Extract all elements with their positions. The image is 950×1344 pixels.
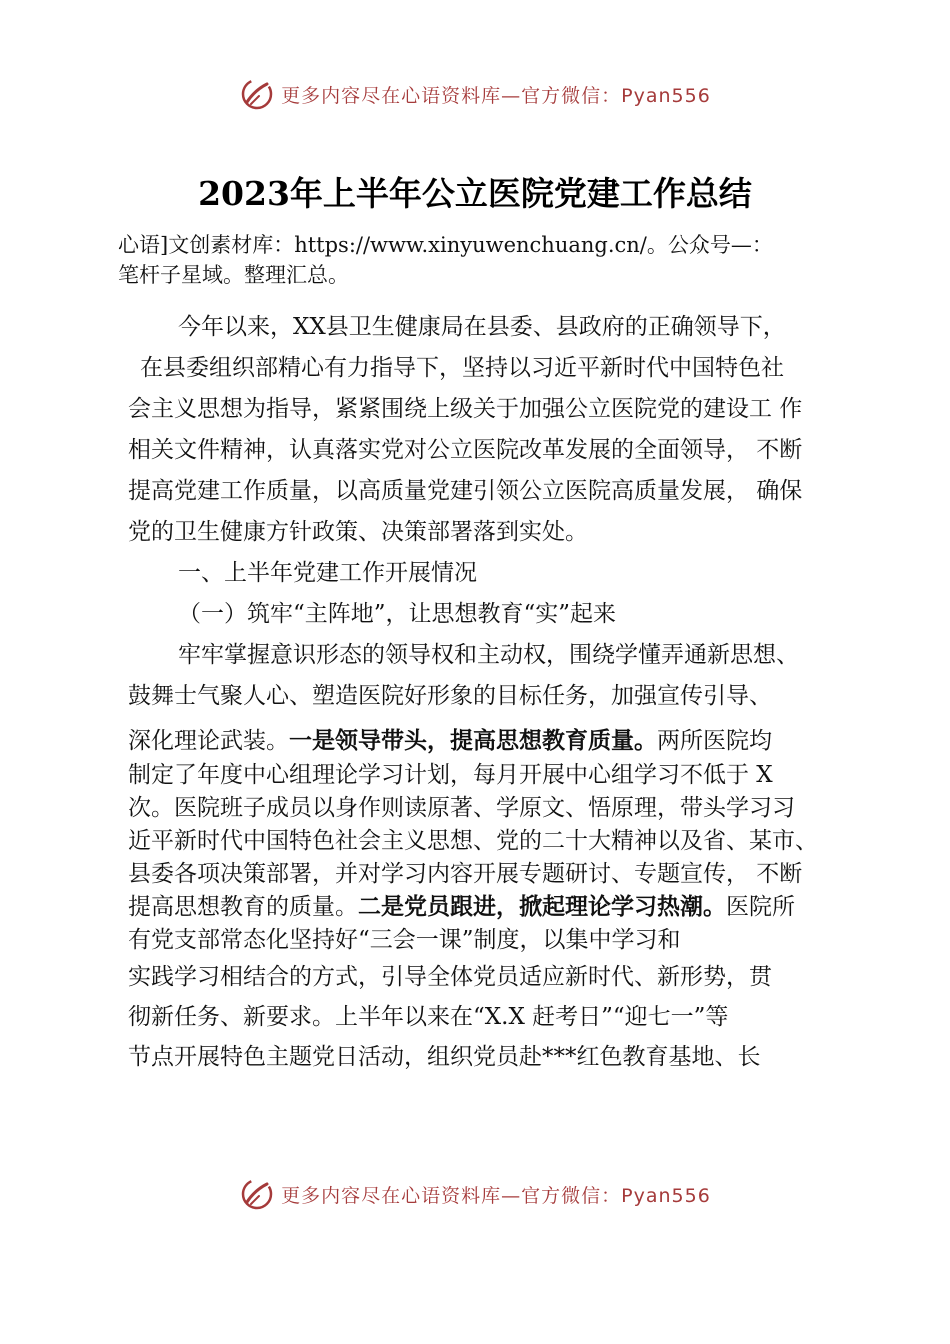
banner-text: 更多内容尽在心语资料库—官方微信：Pyan556 <box>281 1184 711 1207</box>
paragraph-2-line-8: 提高思想教育的质量。二是党员跟进，掀起理论学习热潮。医院所 <box>128 894 795 920</box>
paragraph-2-line-1: 牢牢掌握意识形态的领导权和主动权，围绕学懂弄通新思想、 <box>178 642 799 668</box>
page-title: 2023年上半年公立医院党建工作总结 <box>198 174 752 213</box>
footer-watermark-banner <box>0 1172 950 1216</box>
key-point-2: 二是党员跟进，掀起理论学习热潮。 <box>358 894 726 920</box>
brush-seal-icon <box>239 1176 275 1212</box>
paragraph-2-line-2: 鼓舞士气聚人心、塑造医院好形象的目标任务，加强宣传引导、 <box>128 683 772 709</box>
paragraph-2-line-11: 彻新任务、新要求。上半年以来在“X.X 赶考日”“迎七一”等 <box>128 1004 729 1030</box>
section-heading-2: （一）筑牢“主阵地”，让思想教育“实”起来 <box>178 601 617 627</box>
paragraph-2-line-6: 近平新时代中国特色社会主义思想、党的二十大精神以及省、某市、 <box>128 828 818 854</box>
paragraph-2-line-4: 制定了年度中心组理论学习计划，每月开展中心组学习不低于 X <box>128 762 773 788</box>
paragraph-1-line-5: 提高党建工作质量，以高质量党建引领公立医院高质量发展， 确保 <box>128 478 803 504</box>
paragraph-2-line-7: 县委各项决策部署，并对学习内容开展专题研讨、专题宣传， 不断 <box>128 861 803 887</box>
paragraph-2-line-12: 节点开展特色主题党日活动，组织党员赴***红色教育基地、长 <box>128 1044 761 1070</box>
paragraph-1-line-3: 会主义思想为指导，紧紧围绕上级关于加强公立医院党的建设工 作 <box>128 396 803 422</box>
banner-wechat-id: Pyan556 <box>621 84 711 107</box>
paragraph-1-line-6: 党的卫生健康方针政策、决策部署落到实处。 <box>128 519 588 545</box>
header-watermark-banner <box>0 72 950 116</box>
paragraph-1-line-2: 在县委组织部精心有力指导下，坚持以习近平新时代中国特色社 <box>140 355 784 381</box>
brush-seal-icon <box>239 76 275 112</box>
paragraph-2-line-3: 深化理论武装。一是领导带头，提高思想教育质量。两所医院均 <box>128 728 772 754</box>
source-line-1: 心语]文创素材库：https://www.xinyuwenchuang.cn/。公众号—： <box>118 233 773 257</box>
source-note <box>118 230 858 290</box>
banner-text: 更多内容尽在心语资料库—官方微信：Pyan556 <box>281 84 711 107</box>
paragraph-2-line-5: 次。医院班子成员以身作则读原著、学原文、悟原理，带头学习习 <box>128 795 795 821</box>
source-line-2: 笔杆子星域。整理汇总。 <box>118 263 349 287</box>
paragraph-2-line-9: 有党支部常态化坚持好“三会一课”制度，以集中学习和 <box>128 927 681 953</box>
key-point-1: 一是领导带头，提高思想教育质量。 <box>289 728 657 754</box>
paragraph-2-line-10: 实践学习相结合的方式，引导全体党员适应新时代、新形势，贯 <box>128 964 772 990</box>
paragraph-1-line-1: 今年以来，XX县卫生健康局在县委、县政府的正确领导下， <box>178 314 786 340</box>
paragraph-1-line-4: 相关文件精神，认真落实党对公立医院改革发展的全面领导， 不断 <box>128 437 803 463</box>
banner-wechat-id: Pyan556 <box>621 1184 711 1207</box>
section-heading-1: 一、上半年党建工作开展情况 <box>178 560 477 586</box>
